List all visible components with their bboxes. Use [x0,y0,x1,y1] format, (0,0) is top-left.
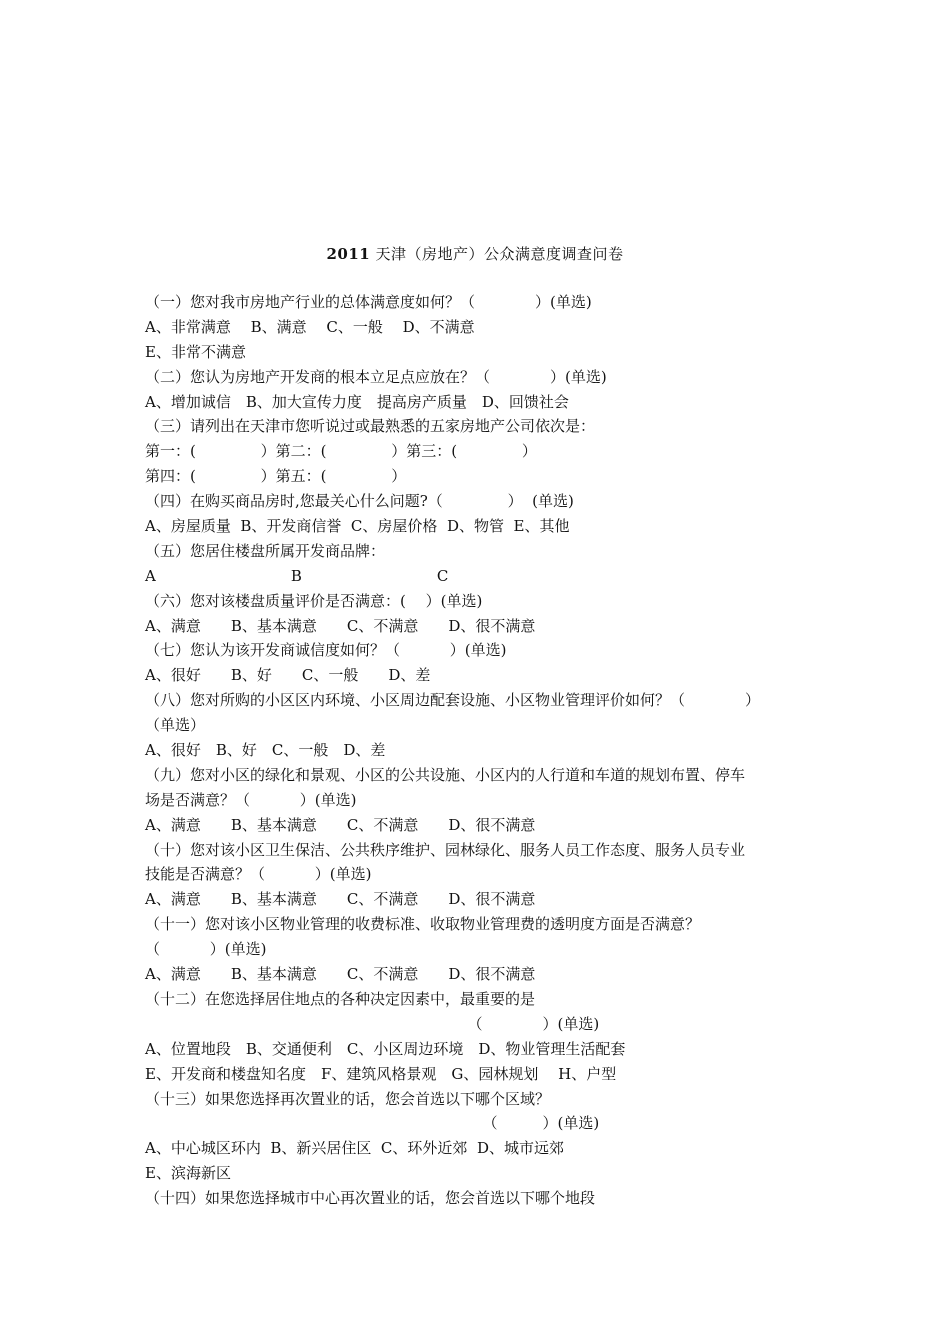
text-line: A、很好 B、好 C、一般 D、差 [145,741,386,760]
text-line: （单选） [145,716,206,735]
text-line: （十三）如果您选择再次置业的话，您会首选以下哪个区域？ [145,1089,551,1108]
text-line: （八）您对所购的小区区内环境、小区周边配套设施、小区物业管理评价如何？（ ） [145,691,761,710]
text-line: A、中心城区环内 B、新兴居住区 C、环外近郊 D、城市远郊 [145,1139,564,1158]
text-line: 第一：( ）第二：( ）第三：( ） [145,442,537,461]
text-line: （十二）在您选择居住地点的各种决定因素中，最重要的是 [145,989,536,1008]
document-title [0,243,950,264]
text-line: A、满意 B、基本满意 C、不满意 D、很不满意 [145,965,536,984]
text-line: （十四）如果您选择城市中心再次置业的话，您会首选以下哪个地段 [145,1189,596,1208]
text-line: A、房屋质量 B、开发商信誉 C、房屋价格 D、物管 E、其他 [145,517,570,536]
text-line: 技能是否满意？（ ）(单选) [145,865,372,884]
text-line: （五）您居住楼盘所属开发商品牌： [145,541,386,560]
text-line: E、滨海新区 [145,1164,231,1183]
text-line: A、增加诚信 B、加大宣传力度 提高房产质量 D、回馈社会 [145,392,569,411]
text-line: （七）您认为该开发商诚信度如何？（ ）(单选) [145,641,507,660]
text-line: （ ）(单选) [145,1114,600,1133]
text-line: A、很好 B、好 C、一般 D、差 [145,666,431,685]
text-line: A、满意 B、基本满意 C、不满意 D、很不满意 [145,815,536,834]
text-line: 第四：( ）第五：( ） [145,467,407,486]
text-line: A、满意 B、基本满意 C、不满意 D、很不满意 [145,890,536,909]
text-line: （ ）(单选) [145,1014,600,1033]
text-line: E、开发商和楼盘知名度 F、建筑风格景观 G、园林规划 H、户型 [145,1064,617,1083]
text-line: A、位置地段 B、交通便利 C、小区周边环境 D、物业管理生活配套 [145,1039,626,1058]
text-line: （ ）(单选) [145,940,267,959]
text-line: （一）您对我市房地产行业的总体满意度如何？（ ）(单选) [145,293,592,311]
text-line: A、非常满意 B、满意 C、一般 D、不满意 [145,317,475,336]
text-line: A、满意 B、基本满意 C、不满意 D、很不满意 [145,616,536,635]
text-line: 场是否满意？（ ）(单选) [145,790,357,809]
text-line: （三）请列出在天津市您听说过或最熟悉的五家房地产公司依次是： [145,417,596,436]
title-year: 2011 [326,245,371,263]
title-text: 天津（房地产）公众满意度调查问卷 [370,245,624,263]
text-line: E、非常不满意 [145,342,246,361]
questionnaire-body [145,290,815,1211]
text-line: （二）您认为房地产开发商的根本立足点应放在？（ ）(单选) [145,367,607,386]
text-line: （四）在购买商品房时,您最关心什么问题?（ ） (单选) [145,492,574,511]
text-line: A B C [145,566,449,585]
text-line: （六）您对该楼盘质量评价是否满意：( ）(单选) [145,591,483,610]
text-line: （九）您对小区的绿化和景观、小区的公共设施、小区内的人行道和车道的规划布置、停车 [145,765,746,784]
text-line: （十）您对该小区卫生保洁、公共秩序维护、园林绿化、服务人员工作态度、服务人员专业 [145,840,746,859]
text-line: （十一）您对该小区物业管理的收费标准、收取物业管理费的透明度方面是否满意？ [145,915,701,934]
